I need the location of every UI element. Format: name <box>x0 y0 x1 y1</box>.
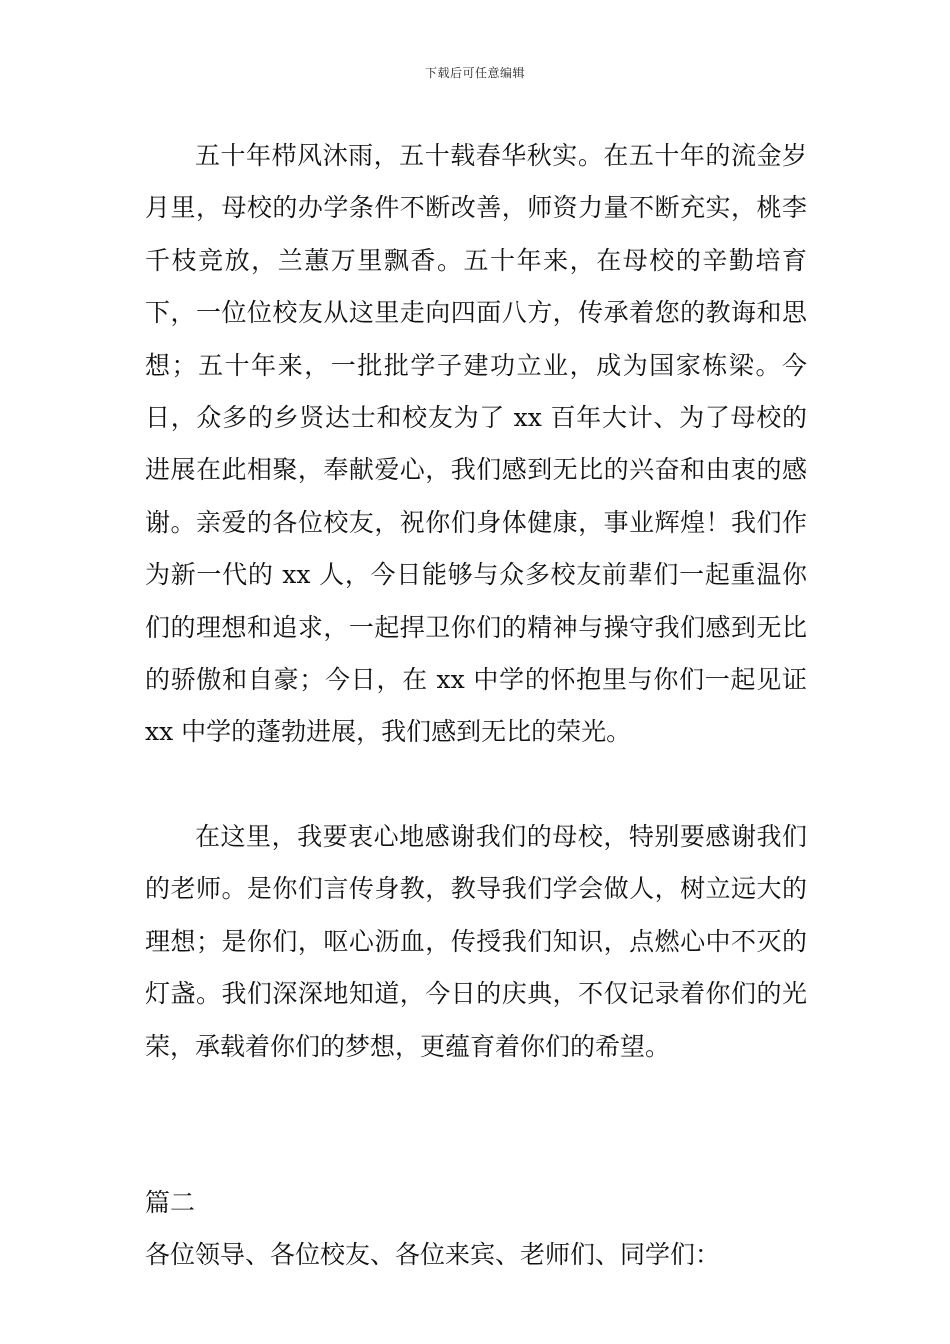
document-body <box>145 130 807 1282</box>
paragraph-2: 在这里，我要衷心地感谢我们的母校，特别要感谢我们的老师。是你们言传身教，教导我们学会做人，树立远大的理想；是你们，呕心沥血，传授我们知识，点燃心中不灭的灯盏。我们深深地知道，今日的庆典，不仅记录着你们的光荣，承载着你们的梦想，更蕴育着你们的希望。 <box>145 821 807 1061</box>
section-heading: 篇二 <box>145 1187 196 1217</box>
salutation-line: 各位领导、各位校友、各位来宾、老师们、同学们： <box>145 1240 721 1270</box>
paragraph-1: 五十年栉风沐雨，五十载春华秋实。在五十年的流金岁月里，母校的办学条件不断改善，师资力量不断充实，桃李千枝竞放，兰蕙万里飘香。五十年来，在母校的辛勤培育下，一位位校友从这里走向四面八方，传承着您的教诲和思想；五十年来，一批批学子建功立业，成为国家栋梁。今日，众多的乡贤达士和校友为了 xx 百年大计、为了母校的进展在此相聚，奉献爱心，我们感到无比的兴奋和由衷的感谢。亲爱的各位校友，祝你们身体健康，事业辉煌！我们作为新一代的 xx 人，今日能够与众多校友前辈们一起重温你们的理想和追求，一起捍卫你们的精神与操守我们感到无比的骄傲和自豪；今日，在 xx 中学的怀抱里与你们一起见证 xx 中学的蓬勃进展，我们感到无比的荣光。 <box>145 141 807 747</box>
section-spacer <box>145 1073 807 1177</box>
page-header: 下载后可任意编辑 <box>424 66 525 80</box>
paragraph-spacer <box>145 759 807 811</box>
